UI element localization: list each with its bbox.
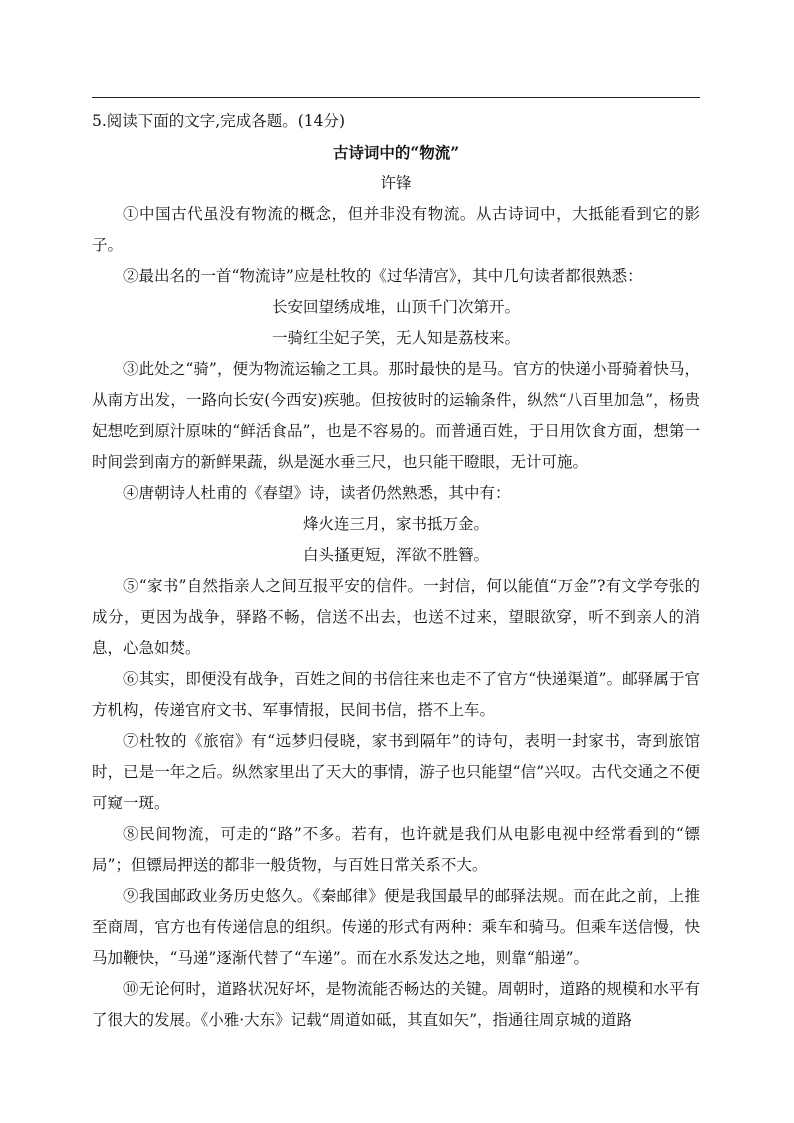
header-rule xyxy=(92,97,700,98)
paragraph-10: ⑩无论何时，道路状况好坏，是物流能否畅达的关键。周朝时，道路的规模和水平有了很大的发展。《小雅·大东》记载“周道如砥，其直如矢”，指通往周京城的道路 xyxy=(92,980,700,1029)
paragraph-9: ⑨我国邮政业务历史悠久。《秦邮律》便是我国最早的邮驿法规。而在此之前，上推至商周，官方也有传递信息的组织。传递的形式有两种：乘车和骑马。但乘车送信慢，快马加鞭快，“马递”逐渐代替了“车递”。而在水系发达之地，则靠“船递”。 xyxy=(92,887,700,967)
article-title: 古诗词中的“物流” xyxy=(332,143,460,162)
poem-line: 一骑红尘妃子笑，无人知是荔枝来。 xyxy=(271,329,520,347)
poem-line: 烽火连三月，家书抵万金。 xyxy=(302,515,489,533)
paragraph-6: ⑥其实，即便没有战争，百姓之间的书信往来也走不了官方“快递渠道”。邮驿属于官方机构，传递官府文书、军事情报，民间书信，搭不上车。 xyxy=(92,670,700,719)
question-heading: 5.阅读下面的文字,完成各题。(14分) xyxy=(92,112,346,130)
exam-page-content xyxy=(92,106,700,1036)
poem-line: 长安回望绣成堆，山顶千门次第开。 xyxy=(271,298,520,316)
paragraph-4: ④唐朝诗人杜甫的《春望》诗，读者仍然熟悉，其中有： xyxy=(123,484,511,502)
paragraph-7: ⑦杜牧的《旅宿》有“远梦归侵晓，家书到隔年”的诗句，表明一封家书，寄到旅馆时，已是一年之后。纵然家里出了天大的事情，游子也只能望“信”兴叹。古代交通之不便可窥一斑。 xyxy=(92,732,700,812)
article-author: 许锋 xyxy=(380,174,412,192)
poem-line: 白头搔更短，浑欲不胜簪。 xyxy=(302,546,489,564)
paragraph-1: ①中国古代虽没有物流的概念，但并非没有物流。从古诗词中，大抵能看到它的影子。 xyxy=(92,205,700,254)
paragraph-2: ②最出名的一首“物流诗”应是杜牧的《过华清宫》，其中几句读者都很熟悉： xyxy=(123,267,643,285)
paragraph-8: ⑧民间物流，可走的“路”不多。若有，也许就是我们从电影电视中经常看到的“镖局”；但镖局押送的都非一般货物，与百姓日常关系不大。 xyxy=(92,825,700,874)
paragraph-5: ⑤“家书”自然指亲人之间互报平安的信件。一封信，何以能值“万金”?有文学夸张的成分，更因为战争，驿路不畅，信送不出去，也送不过来，望眼欲穿，听不到亲人的消息，心急如焚。 xyxy=(92,577,700,657)
paragraph-3: ③此处之“骑”，便为物流运输之工具。那时最快的是马。官方的快递小哥骑着快马，从南方出发，一路向长安(今西安)疾驰。但按彼时的运输条件，纵然“八百里加急”，杨贵妃想吃到原汁原味的“鲜活食品”，也是不容易的。而普通百姓，于日用饮食方面，想第一时间尝到南方的新鲜果蔬，纵是涎水垂三尺，也只能干瞪眼，无计可施。 xyxy=(92,360,700,471)
